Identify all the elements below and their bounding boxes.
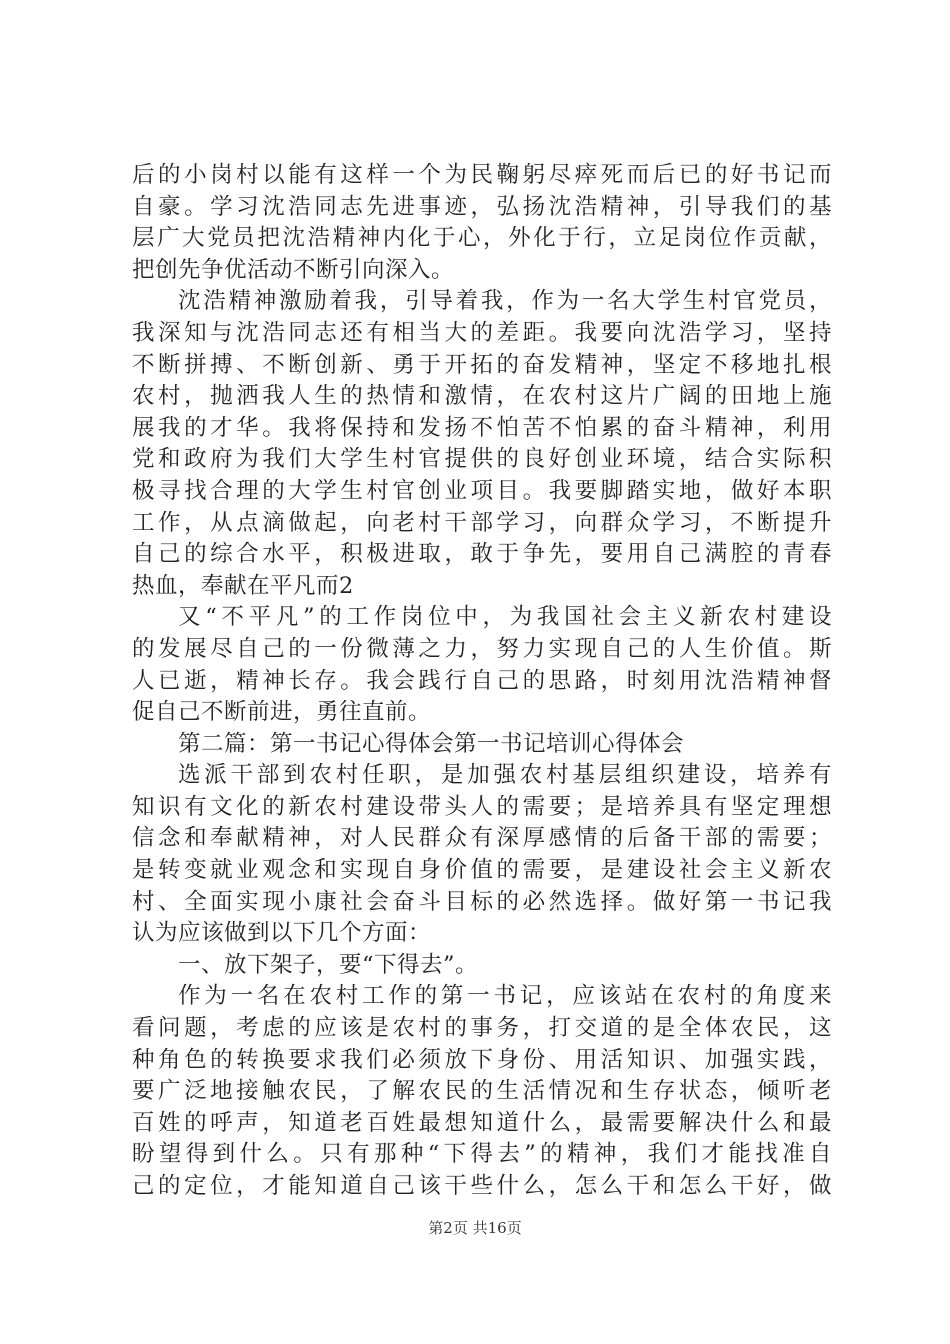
text-line: 作为一名在农村工作的第一书记，应该站在农村的角度来 — [178, 983, 832, 1010]
page-footer — [0, 1218, 950, 1238]
text-line: 村、全面实现小康社会奋斗目标的必然选择。做好第一书记我 — [132, 888, 832, 915]
text-line: 展我的才华。我将保持和发扬不怕苦不怕累的奋斗精神，利用 — [132, 414, 832, 441]
text-line: 看问题，考虑的应该是农村的事务，打交道的是全体农民，这 — [132, 1015, 832, 1042]
text-line: 极寻找合理的大学生村官创业项目。我要脚踏实地，做好本职 — [132, 477, 832, 504]
text-line: 信念和奉献精神，对人民群众有深厚感情的后备干部的需要； — [132, 825, 832, 852]
text-line: 后的小岗村以能有这样一个为民鞠躬尽瘁死而后已的好书记而 — [132, 162, 832, 188]
text-line: 认为应该做到以下几个方面： — [132, 920, 432, 947]
text-line: 农村，抛洒我人生的热情和激情，在农村这片广阔的田地上施 — [132, 383, 832, 410]
text-line: 己的定位，才能知道自己该干些什么，怎么干和怎么干好，做 — [132, 1173, 832, 1199]
text-line: 盼望得到什么。只有那种“下得去”的精神，我们才能找准自 — [132, 1141, 832, 1168]
text-line: 种角色的转换要求我们必须放下身份、用活知识、加强实践， — [132, 1046, 832, 1073]
page-number-label: 第2页 共16页 — [428, 1219, 522, 1237]
text-line: 又“不平凡”的工作岗位中，为我国社会主义新农村建设 — [178, 604, 832, 631]
text-line: 知识有文化的新农村建设带头人的需要；是培养具有坚定理想 — [132, 793, 832, 820]
text-line: 我深知与沈浩同志还有相当大的差距。我要向沈浩学习，坚持 — [132, 319, 832, 346]
text-line: 第二篇：第一书记心得体会第一书记培训心得体会 — [178, 730, 685, 757]
text-line: 自己的综合水平，积极进取，敢于争先，要用自己满腔的青春 — [132, 541, 832, 568]
text-line: 选派干部到农村任职，是加强农村基层组织建设，培养有 — [178, 762, 832, 789]
text-line: 层广大党员把沈浩精神内化于心，外化于行，立足岗位作贡献， — [132, 225, 832, 252]
text-line: 把创先争优活动不断引向深入。 — [132, 256, 455, 283]
text-line: 热血，奉献在平凡而2 — [132, 572, 354, 599]
text-line: 沈浩精神激励着我，引导着我，作为一名大学生村官党员， — [178, 288, 832, 315]
text-line: 要广泛地接触农民，了解农民的生活情况和生存状态，倾听老 — [132, 1078, 832, 1105]
text-line: 一、放下架子，要“下得去”。 — [178, 951, 479, 978]
text-line: 促自己不断前进，勇往直前。 — [132, 699, 432, 726]
text-line: 的发展尽自己的一份微薄之力，努力实现自己的人生价值。斯 — [132, 635, 832, 662]
text-line: 不断拼搏、不断创新、勇于开拓的奋发精神，坚定不移地扎根 — [132, 351, 832, 378]
text-line: 人已逝，精神长存。我会践行自己的思路，时刻用沈浩精神督 — [132, 667, 832, 694]
text-line: 工作，从点滴做起，向老村干部学习，向群众学习，不断提升 — [132, 509, 832, 536]
text-line: 百姓的呼声，知道老百姓最想知道什么，最需要解决什么和最 — [132, 1109, 832, 1136]
document-body — [132, 160, 832, 1203]
text-line: 党和政府为我们大学生村官提供的良好创业环境，结合实际积 — [132, 446, 832, 473]
text-line: 是转变就业观念和实现自身价值的需要，是建设社会主义新农 — [132, 857, 832, 884]
text-line: 自豪。学习沈浩同志先进事迹，弘扬沈浩精神，引导我们的基 — [132, 193, 832, 220]
